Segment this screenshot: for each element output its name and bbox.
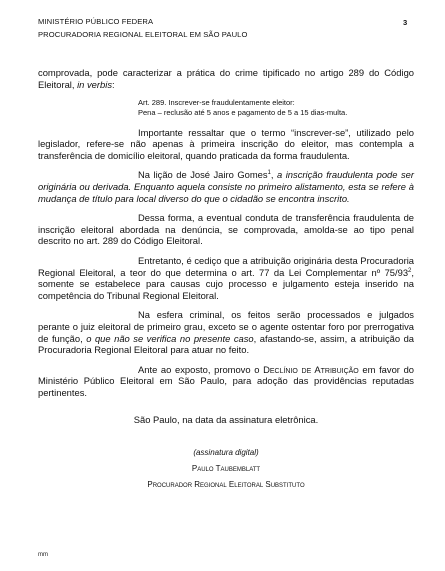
legal-quote <box>138 98 414 118</box>
paragraph-dessa-forma: Dessa forma, a eventual conduta de transferência fraudulenta de inscrição eleitoral abordada na denúncia, se comprovada, amolda-se ao tipo penal descrito no art. 289 do Código Eleitoral. <box>38 212 414 247</box>
header-department: PROCURADORIA REGIONAL ELEITORAL EM SÃO PAULO <box>38 30 248 39</box>
signatory-name: Paulo Taubemblatt <box>191 464 261 474</box>
paragraph-entretanto: Entretanto, é cediço que a atribuição originária desta Procuradoria Regional Eleitoral, a teor do que determina o art. 77 da Lei Complementar nº $75/93^2$, somente se estabelece para causas cujo processo e julgamento esteja inserido na competência do Tribunal Regional Eleitoral. <box>38 254 414 301</box>
signature-note: (assinatura digital) <box>193 448 259 458</box>
footnote-ref-2: 2 <box>408 267 412 274</box>
paragraph-intro: comprovada, pode caracterizar a prática do crime tipificado no artigo 289 do Código Eleitoral, in verbis: <box>38 67 414 90</box>
signatory-title: Procurador Regional Eleitoral Substituto <box>147 480 305 490</box>
footnote-ref-1: 1 <box>267 170 271 177</box>
document-body <box>38 67 414 491</box>
signature-block <box>38 446 414 491</box>
footer-initials: mm <box>38 552 48 558</box>
paragraph-ante-exposto: Ante ao exposto, promovo o Declínio de Atribuição em favor do Ministério Público Eleitoral em São Paulo, para adoção das providências reputadas pertinentes. <box>38 363 414 398</box>
paragraph-esfera-criminal: Na esfera criminal, os feitos serão processados e julgados perante o juiz eleitoral de primeiro grau, exceto se o agente ostentar foro por prerrogativa de função, o que não se verifica no presente caso, afastando-se, assim, a atribuição da Procuradoria Regional Eleitoral para atuar no feito. <box>38 309 415 356</box>
declinio-term: Declínio de Atribuição <box>263 363 359 375</box>
page-number: 3 <box>403 18 408 27</box>
quote-line-article: Art. 289. Inscrever-se fraudulentamente eleitor: <box>138 98 295 108</box>
paragraph-jose-jairo: Na lição de José Jairo Gomes$^1$, a inscrição fraudulenta pode ser originária ou derivada. Enquanto aquela consiste no primeiro alistamento, esta se refere à mudança de título para local diverso do que o cidadão se encontra inscrito. <box>38 169 414 204</box>
quote-line-penalty: Pena – reclusão até 5 anos e pagamento de 5 a 15 dias-multa. <box>138 108 348 118</box>
header-institution: MINISTÉRIO PÚBLICO FEDERA <box>38 17 154 26</box>
place-date: São Paulo, na data da assinatura eletrônica. <box>133 414 319 426</box>
paragraph-inscrever: Importante ressaltar que o termo “inscrever-se”, utilizado pelo legislador, refere-se não apenas à primeira inscrição do eleitor, mas contempla a transferência de domicílio eleitoral, quando praticada da forma fraudulenta. <box>38 126 414 161</box>
